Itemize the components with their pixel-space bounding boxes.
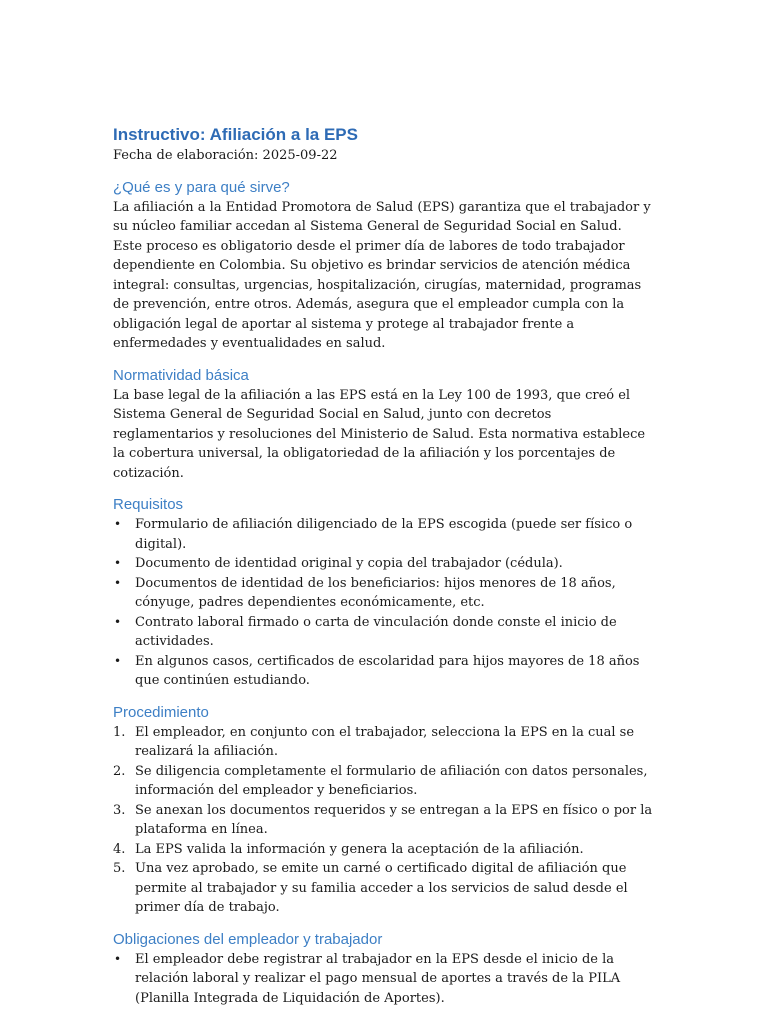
requisitos-list [113,515,653,691]
section-body-normatividad: La base legal de la afiliación a las EPS está en la Ley 100 de 1993, que creó el Sistema General de Seguridad Social en Salud, junto con decretos reglamentarios y resoluciones del Ministerio de Salud. Esta normativa establece la cobertura universal, la obligatoriedad de la afiliación y los porcentajes de cotización. [113,387,646,481]
document-page [113,124,653,1020]
list-item [113,613,653,652]
section-heading-requisitos: Requisitos [113,496,184,513]
bullet-icon: • [114,951,122,966]
document-title: Instructivo: Afiliación a la EPS [113,125,358,144]
bullet-icon: • [114,556,122,570]
list-item [113,859,653,918]
list-item [113,652,653,691]
bullet-icon: • [114,575,122,590]
list-number: 5. [113,861,126,876]
document-date: Fecha de elaboración: 2025-09-22 [113,148,338,163]
list-item [113,515,653,554]
section-body-que-es: La afiliación a la Entidad Promotora de Salud (EPS) garantiza que el trabajador y su núcleo familiar accedan al Sistema General de Seguridad Social en Salud. Este proceso es obligatorio desde el primer día de labores de todo trabajador dependiente en Colombia. Su objetivo es brindar servicios de atención médica integral: consultas, urgencias, hospitalización, cirugías, maternidad, programas de prevención, entre otros. Además, asegura que el empleador cumpla con la obligación legal de aportar al sistema y protege al trabajador frente a enfermedades y eventualidades en salud. [113,199,651,351]
list-item-text: En algunos casos, certificados de escolaridad para hijos mayores de 18 años que continúen estudiando. [135,653,640,688]
list-item [113,554,653,574]
bullet-icon: • [114,517,122,531]
section-heading-normatividad: Normatividad básica [113,366,249,384]
list-item-text: El empleador, en conjunto con el trabajador, selecciona la EPS en la cual se realizará la afiliación. [135,724,635,759]
section-heading-procedimiento: Procedimiento [113,703,209,721]
list-item [113,840,653,860]
list-item-text: Contrato laboral firmado o carta de vinculación donde conste el inicio de actividades. [135,614,617,649]
bullet-icon: • [114,614,122,629]
list-number: 3. [113,802,126,818]
list-item [113,762,653,801]
list-item-text: Se diligencia completamente el formulario de afiliación con datos personales, información del empleador y beneficiarios. [135,763,648,798]
obligaciones-list [113,950,653,1009]
list-item-text: Documento de identidad original y copia del trabajador (cédula). [135,556,563,571]
list-item [113,574,653,613]
list-number: 1. [113,724,126,740]
list-item-text: Documentos de identidad de los beneficiarios: hijos menores de 18 años, cónyuge, padres dependientes económicamente, etc. [135,575,616,610]
list-item-text: El empleador debe registrar al trabajador en la EPS desde el inicio de la relación laboral y realizar el pago mensual de aportes a través de la PILA (Planilla Integrada de Liquidación de Aportes). [135,951,621,1006]
list-item-text: La EPS valida la información y genera la aceptación de la afiliación. [135,841,584,857]
list-item-text: Se anexan los documentos requeridos y se entregan a la EPS en físico o por la plataforma en línea. [135,802,653,837]
procedimiento-list [113,723,653,918]
list-item [113,801,653,840]
list-item [113,723,653,762]
list-item-text: Formulario de afiliación diligenciado de la EPS escogida (puede ser físico o digital). [135,517,633,552]
list-number: 2. [113,763,126,779]
list-number: 4. [113,841,126,857]
section-heading-que-es: ¿Qué es y para qué sirve? [113,178,290,196]
section-heading-obligaciones: Obligaciones del empleador y trabajador [113,930,383,948]
list-item-text: Una vez aprobado, se emite un carné o certificado digital de afiliación que permite al trabajador y su familia acceder a los servicios de salud desde el primer día de trabajo. [135,861,628,915]
bullet-icon: • [114,653,122,668]
list-item [113,950,653,1009]
